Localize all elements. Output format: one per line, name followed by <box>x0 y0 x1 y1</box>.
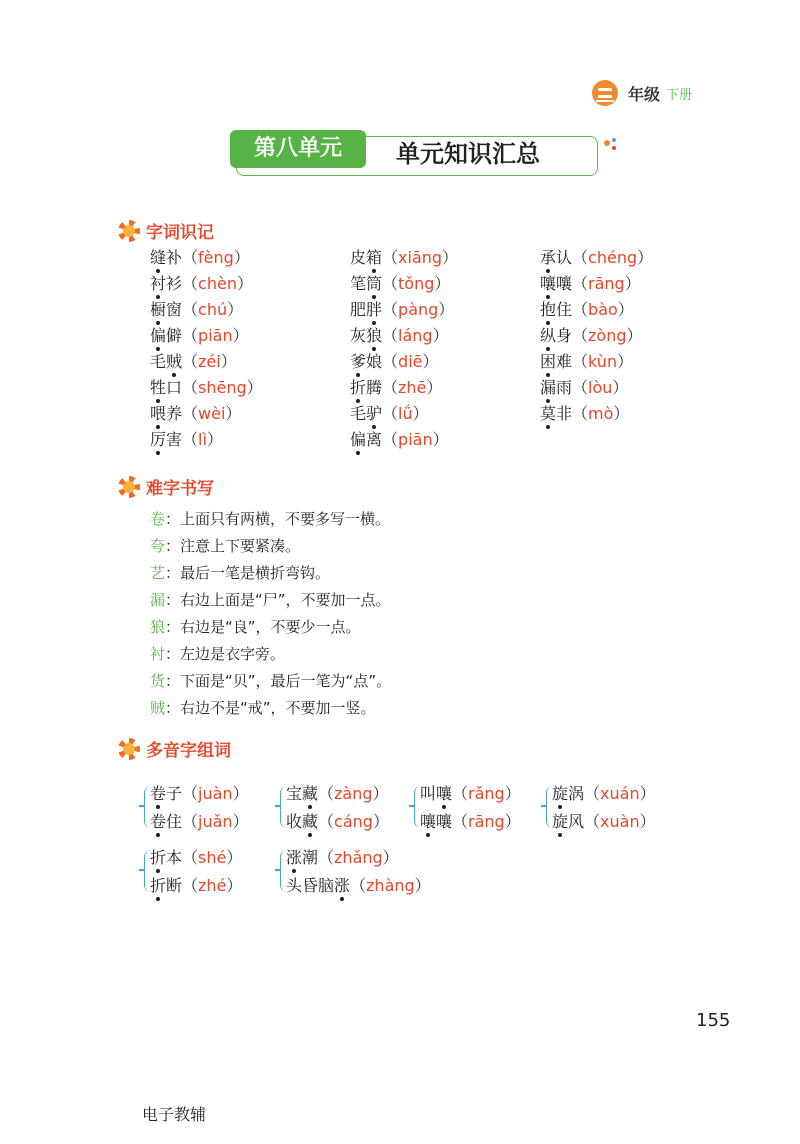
word-item: 收藏 （cáng） <box>286 812 389 832</box>
word-pinyin: chéng <box>588 248 638 267</box>
hard-note: ：右边不是“戒”，不要加一竖。 <box>165 699 376 717</box>
hard-character: 卷 <box>150 510 166 528</box>
hard-character: 货 <box>150 672 166 690</box>
word-characters: 嚷嚷 <box>420 812 452 831</box>
word-pinyin: zéi <box>198 352 221 371</box>
word-item: 厉害 （lì） <box>150 430 223 450</box>
word-item: 肥胖 （pàng） <box>350 300 454 320</box>
grade-label: 年级 <box>628 84 661 104</box>
word-pinyin: wèi <box>198 404 226 423</box>
word-item: 莫非 （mò） <box>540 404 629 424</box>
emphasis-dot-icon <box>372 425 376 429</box>
word-pinyin: juàn <box>198 784 233 803</box>
word-characters: 喂养 <box>150 404 182 423</box>
word-characters: 纵身 <box>540 326 572 345</box>
word-item: 抱住 （bào） <box>540 300 634 320</box>
word-characters: 宝藏 <box>286 784 318 803</box>
word-pinyin: zòng <box>588 326 627 345</box>
emphasis-dot-icon <box>426 833 430 837</box>
word-characters: 叫嚷 <box>420 784 452 803</box>
word-pinyin: juǎn <box>198 812 233 831</box>
sun-icon <box>118 220 140 242</box>
word-characters: 漏雨 <box>540 378 572 397</box>
emphasis-dot-icon <box>372 269 376 273</box>
emphasis-dot-icon <box>372 347 376 351</box>
hard-note: ：右边是“良”，不要少一点。 <box>165 618 361 636</box>
emphasis-dot-icon <box>546 269 550 273</box>
emphasis-dot-icon <box>156 321 160 325</box>
word-pinyin: zhàng <box>366 876 415 895</box>
word-pinyin: chèn <box>198 274 237 293</box>
word-characters: 旋风 <box>552 812 584 831</box>
word-item: 爹娘 （diē） <box>350 352 439 372</box>
word-item: 毛贼 （zéi） <box>150 352 237 372</box>
emphasis-dot-icon <box>546 373 550 377</box>
word-characters: 缝补 <box>150 248 182 267</box>
word-item: 偏离 （piān） <box>350 430 449 450</box>
word-pinyin: zhǎng <box>334 848 383 867</box>
hard-character: 艺 <box>150 564 166 582</box>
emphasis-dot-icon <box>308 833 312 837</box>
word-characters: 涨潮 <box>286 848 318 867</box>
word-item: 头昏脑涨 （zhàng） <box>286 876 431 896</box>
word-pinyin: kùn <box>588 352 618 371</box>
emphasis-dot-icon <box>156 897 160 901</box>
word-item: 折腾 （zhē） <box>350 378 442 398</box>
emphasis-dot-icon <box>546 425 550 429</box>
word-characters: 笔筒 <box>350 274 382 293</box>
hard-item <box>150 589 391 610</box>
emphasis-dot-icon <box>546 399 550 403</box>
word-item: 困难 （kùn） <box>540 352 633 372</box>
emphasis-dot-icon <box>558 805 562 809</box>
hard-character: 衬 <box>150 645 166 663</box>
hard-item <box>150 562 330 583</box>
word-item: 衬衫 （chèn） <box>150 274 253 294</box>
emphasis-dot-icon <box>372 321 376 325</box>
emphasis-dot-icon <box>340 897 344 901</box>
emphasis-dot-icon <box>156 805 160 809</box>
emphasis-dot-icon <box>356 451 360 455</box>
word-characters: 皮箱 <box>350 248 382 267</box>
word-pinyin: xiāng <box>398 248 443 267</box>
emphasis-dot-icon <box>308 805 312 809</box>
word-pinyin: rāng <box>588 274 625 293</box>
emphasis-dot-icon <box>172 373 176 377</box>
word-item: 偏僻 （piān） <box>150 326 249 346</box>
word-pinyin: cáng <box>334 812 373 831</box>
word-pinyin: pàng <box>398 300 439 319</box>
hard-note: ：注意上下要紧凑。 <box>165 537 301 555</box>
word-pinyin: zàng <box>334 784 373 803</box>
emphasis-dot-icon <box>546 321 550 325</box>
hard-note: ：上面只有两横，不要多写一横。 <box>165 510 391 528</box>
hard-item <box>150 697 376 718</box>
word-item: 旋风 （xuàn） <box>552 812 656 832</box>
word-item: 毛驴 （lǘ） <box>350 404 429 424</box>
word-pinyin: fèng <box>198 248 234 267</box>
word-item: 卷住 （juǎn） <box>150 812 249 832</box>
word-pinyin: bào <box>588 300 618 319</box>
hard-item <box>150 616 361 637</box>
word-item: 折本 （shé） <box>150 848 242 868</box>
word-pinyin: mò <box>588 404 614 423</box>
word-item: 涨潮 （zhǎng） <box>286 848 399 868</box>
emphasis-dot-icon <box>156 833 160 837</box>
word-characters: 爹娘 <box>350 352 382 371</box>
grade-badge <box>592 80 692 106</box>
hard-note: ：最后一笔是横折弯钩。 <box>165 564 331 582</box>
word-pinyin: rāng <box>468 812 505 831</box>
footer-text: 电子教辅 <box>142 1105 207 1124</box>
word-item: 嚷嚷 （rāng） <box>540 274 641 294</box>
word-item: 嚷嚷 （rāng） <box>420 812 521 832</box>
section-head-hard <box>118 474 214 499</box>
word-item: 橱窗 （chú） <box>150 300 243 320</box>
word-characters: 偏僻 <box>150 326 182 345</box>
hard-item <box>150 508 390 529</box>
word-pinyin: xuàn <box>600 812 640 831</box>
word-characters: 毛驴 <box>350 404 382 423</box>
unit-number: 第八单元 <box>230 130 366 168</box>
word-item: 纵身 （zòng） <box>540 326 643 346</box>
word-item: 笔筒 （tǒng） <box>350 274 450 294</box>
emphasis-dot-icon <box>558 833 562 837</box>
emphasis-dot-icon <box>156 399 160 403</box>
word-characters: 毛贼 <box>150 352 182 371</box>
word-pinyin: piān <box>398 430 433 449</box>
emphasis-dot-icon <box>442 805 446 809</box>
word-item: 牲口 （shēng） <box>150 378 263 398</box>
word-pinyin: lǘ <box>398 404 413 423</box>
word-pinyin: shé <box>198 848 227 867</box>
word-item: 缝补 （fèng） <box>150 248 250 268</box>
sun-icon <box>118 476 140 498</box>
word-characters: 旋涡 <box>552 784 584 803</box>
emphasis-dot-icon <box>372 295 376 299</box>
word-item: 喂养 （wèi） <box>150 404 241 424</box>
hard-note: ：下面是“贝”，最后一笔为“点”。 <box>165 672 392 690</box>
word-pinyin: zhē <box>398 378 427 397</box>
word-characters: 承认 <box>540 248 572 267</box>
word-characters: 莫非 <box>540 404 572 423</box>
word-characters: 灰狼 <box>350 326 382 345</box>
hard-item <box>150 643 285 664</box>
emphasis-dot-icon <box>356 399 360 403</box>
word-characters: 偏离 <box>350 430 382 449</box>
section-head-poly <box>118 736 231 761</box>
word-pinyin: rǎng <box>468 784 505 803</box>
word-characters: 卷子 <box>150 784 182 803</box>
emphasis-dot-icon <box>156 295 160 299</box>
word-characters: 牲口 <box>150 378 182 397</box>
emphasis-dot-icon <box>546 347 550 351</box>
decorative-dots-icon <box>600 136 620 156</box>
word-characters: 收藏 <box>286 812 318 831</box>
emphasis-dot-icon <box>156 425 160 429</box>
unit-title <box>230 130 596 174</box>
word-pinyin: láng <box>398 326 433 345</box>
word-characters: 折本 <box>150 848 182 867</box>
hard-character: 漏 <box>150 591 166 609</box>
word-characters: 抱住 <box>540 300 572 319</box>
word-item: 皮箱 （xiāng） <box>350 248 458 268</box>
hard-character: 狼 <box>150 618 166 636</box>
emphasis-dot-icon <box>156 869 160 873</box>
word-pinyin: tǒng <box>398 274 435 293</box>
word-characters: 头昏脑涨 <box>286 876 350 895</box>
word-pinyin: zhé <box>198 876 227 895</box>
word-characters: 嚷嚷 <box>540 274 572 293</box>
emphasis-dot-icon <box>356 373 360 377</box>
word-item: 灰狼 （láng） <box>350 326 449 346</box>
word-pinyin: lì <box>198 430 207 449</box>
word-characters: 橱窗 <box>150 300 182 319</box>
word-pinyin: lòu <box>588 378 613 397</box>
word-pinyin: shēng <box>198 378 247 397</box>
word-item: 叫嚷 （rǎng） <box>420 784 521 804</box>
word-pinyin: xuán <box>600 784 640 803</box>
emphasis-dot-icon <box>156 269 160 273</box>
grade-number-icon <box>592 80 618 106</box>
page-number: 155 <box>696 1010 731 1031</box>
emphasis-dot-icon <box>546 295 550 299</box>
word-characters: 困难 <box>540 352 572 371</box>
word-item: 折断 （zhé） <box>150 876 242 896</box>
word-pinyin: piān <box>198 326 233 345</box>
word-characters: 折腾 <box>350 378 382 397</box>
emphasis-dot-icon <box>156 347 160 351</box>
word-pinyin: diē <box>398 352 423 371</box>
word-characters: 折断 <box>150 876 182 895</box>
word-item: 承认 （chéng） <box>540 248 653 268</box>
word-characters: 衬衫 <box>150 274 182 293</box>
word-characters: 卷住 <box>150 812 182 831</box>
section-label: 难字书写 <box>146 479 214 499</box>
hard-character: 夸 <box>150 537 166 555</box>
section-label: 多音字组词 <box>146 741 231 761</box>
hard-character: 贼 <box>150 699 166 717</box>
hard-item <box>150 535 300 556</box>
emphasis-dot-icon <box>292 869 296 873</box>
word-item: 卷子 （juàn） <box>150 784 249 804</box>
grade-sub: 下册 <box>666 87 693 103</box>
word-characters: 厉害 <box>150 430 182 449</box>
section-label: 字词识记 <box>146 223 214 243</box>
word-item: 宝藏 （zàng） <box>286 784 389 804</box>
word-item: 漏雨 （lòu） <box>540 378 628 398</box>
word-item: 旋涡 （xuán） <box>552 784 656 804</box>
section-head-vocab <box>118 218 214 243</box>
hard-item <box>150 670 391 691</box>
word-pinyin: chú <box>198 300 228 319</box>
sun-icon <box>118 738 140 760</box>
hard-note: ：左边是衣字旁。 <box>165 645 286 663</box>
page-title: 单元知识汇总 <box>396 140 540 168</box>
hard-note: ：右边上面是“尸”，不要加一点。 <box>165 591 391 609</box>
emphasis-dot-icon <box>156 451 160 455</box>
word-characters: 肥胖 <box>350 300 382 319</box>
